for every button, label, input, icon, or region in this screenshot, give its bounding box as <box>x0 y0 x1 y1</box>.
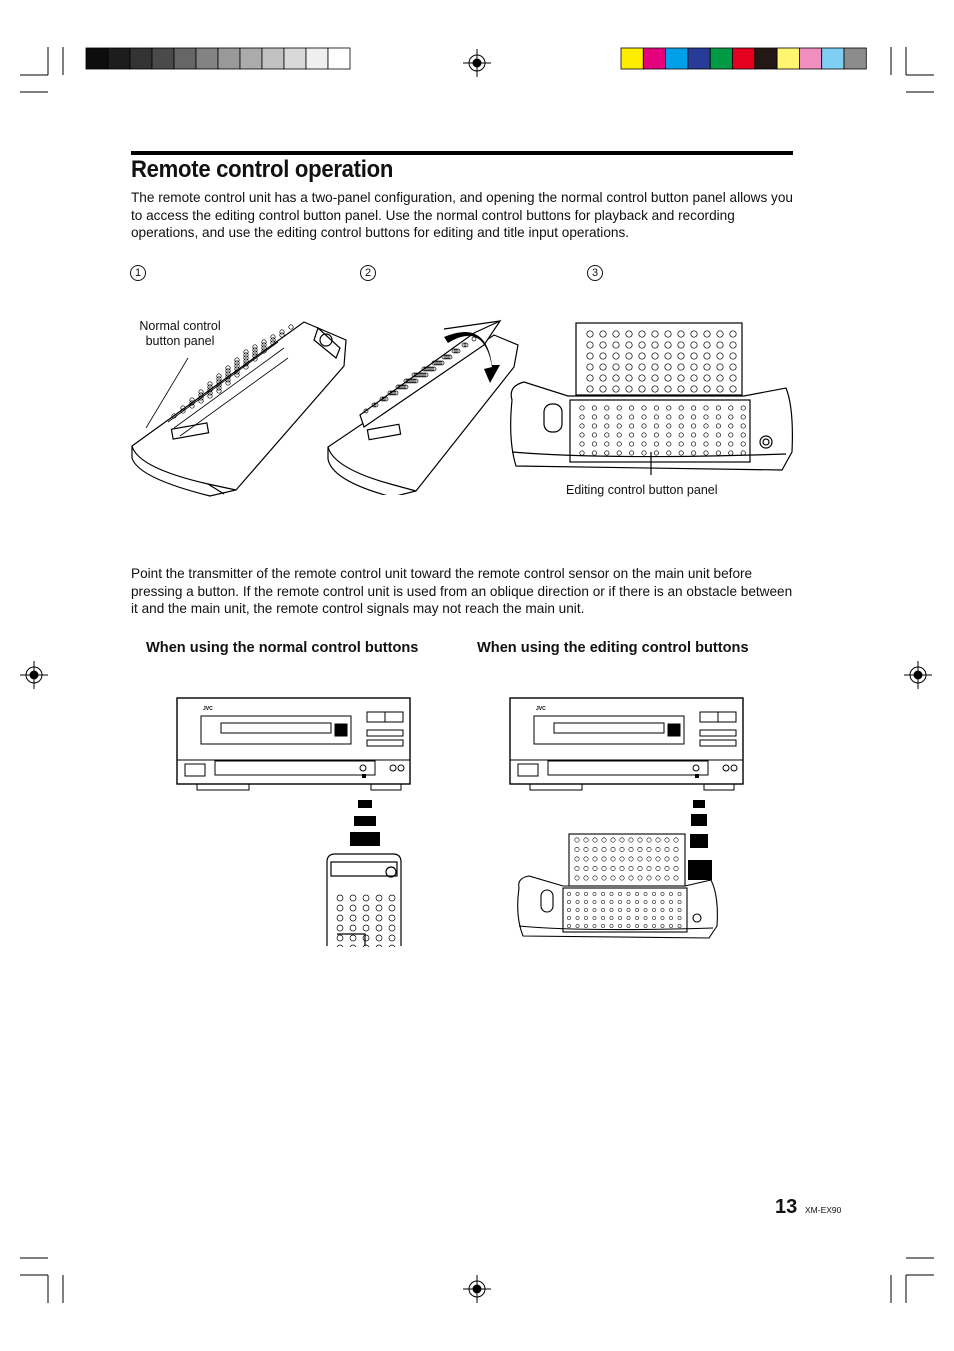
gray-swatch <box>196 48 218 69</box>
gray-swatch <box>306 48 328 69</box>
color-swatch <box>733 48 755 69</box>
model-number: XM-EX90 <box>805 1205 842 1215</box>
color-swatch <box>643 48 665 69</box>
brand-logo-left: JVC <box>203 706 213 712</box>
editing-panel-label: Editing control button panel <box>566 483 718 497</box>
page-title: Remote control operation <box>131 156 394 183</box>
main-unit-right <box>508 696 748 796</box>
gray-swatch <box>218 48 240 69</box>
remote-pointing-normal <box>325 852 405 947</box>
color-swatch <box>799 48 821 69</box>
gray-swatch <box>262 48 284 69</box>
brand-logo-right: JVC <box>536 706 546 712</box>
step-number-1: 1 <box>130 265 146 281</box>
gray-swatch <box>240 48 262 69</box>
gray-swatch <box>174 48 196 69</box>
page-number: 13 <box>775 1196 798 1218</box>
gray-swatch <box>86 48 108 69</box>
remote-button-dot <box>289 325 293 329</box>
gray-swatch <box>284 48 306 69</box>
remote-open-illustration <box>506 320 796 475</box>
gray-swatch <box>108 48 130 69</box>
main-unit-left <box>175 696 415 796</box>
gray-swatch <box>130 48 152 69</box>
subheading-normal: When using the normal control buttons <box>146 640 419 656</box>
color-swatch <box>688 48 710 69</box>
remote-button-dot <box>280 333 284 337</box>
gray-swatch <box>152 48 174 69</box>
intro-paragraph: The remote control unit has a two-panel configuration, and opening the normal control button panel allows you to access the editing control button panel. Use the normal control buttons for playback and recording operations, and use the editing control buttons for editing and title input operations. <box>131 190 793 241</box>
color-swatch <box>710 48 732 69</box>
color-swatch <box>844 48 866 69</box>
step-number-2: 2 <box>360 265 376 281</box>
subheading-editing: When using the editing control buttons <box>477 640 749 656</box>
color-swatch <box>777 48 799 69</box>
remote-closed-illustration <box>128 318 348 498</box>
normal-panel-label: Normal control button panel <box>139 319 221 348</box>
remote-opening-illustration <box>324 315 524 495</box>
gray-swatch <box>328 48 350 69</box>
color-swatch <box>621 48 643 69</box>
color-swatch <box>666 48 688 69</box>
color-swatch <box>755 48 777 69</box>
step-number-3: 3 <box>587 265 603 281</box>
point-paragraph: Point the transmitter of the remote control unit toward the remote control sensor on the main unit before pressing a button. If the remote control unit is used from an oblique direction or if there is an obstacle between it and the main unit, the remote control signals may not reach the main unit. <box>131 566 793 617</box>
color-swatch <box>822 48 844 69</box>
remote-pointing-editing <box>515 832 720 942</box>
